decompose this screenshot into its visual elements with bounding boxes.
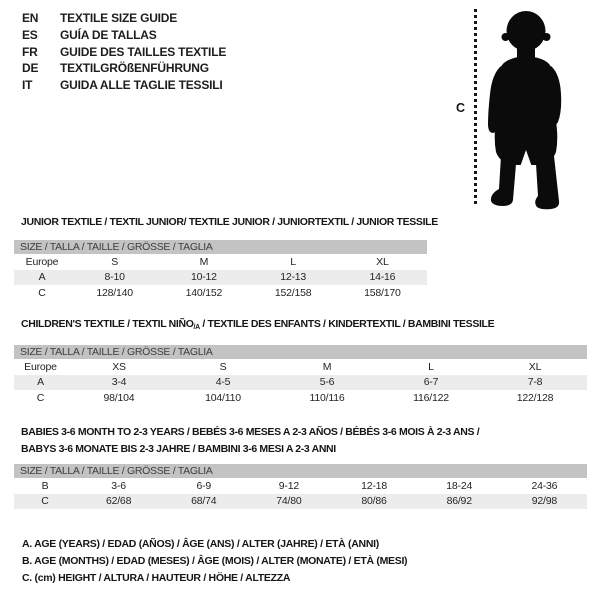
size-cell: 74/80 (246, 494, 331, 510)
size-header-band: SIZE / TALLA / TAILLE / GRÖSSE / TAGLIA (14, 240, 427, 254)
babies-title-line1: BABIES 3-6 MONTH TO 2-3 YEARS / BEBÉS 3-6 MESES A 2-3 AÑOS / BÉBÉS 3-6 MOIS À 2-3 ANS / (21, 426, 480, 438)
footnote-b: B. AGE (MONTHS) / EDAD (MESES) / ÂGE (MOIS) / ALTER (MONATE) / ETÀ (MESI) (22, 555, 408, 568)
size-cell: 8-10 (70, 270, 159, 286)
size-cell: 14-16 (338, 270, 427, 286)
size-cell: 4-5 (171, 375, 275, 391)
table-row (14, 254, 427, 270)
size-cell: 7-8 (483, 375, 587, 391)
size-cell: XL (528, 360, 542, 373)
table-row (14, 285, 427, 301)
size-cell: 62/68 (76, 494, 161, 510)
size-cell: 3-6 (111, 479, 126, 492)
footnote-a: A. AGE (YEARS) / EDAD (AÑOS) / ÂGE (ANS) / ALTER (JAHRE) / ETÀ (ANNI) (22, 538, 379, 550)
size-cell: 12-13 (249, 270, 338, 286)
babies-title-line2: BABYS 3-6 MONATE BIS 2-3 JAHRE / BAMBINI 3-6 MESI A 2-3 ANNI (21, 443, 336, 455)
babies-size-table (14, 464, 587, 509)
size-cell: 140/152 (185, 286, 223, 299)
babies-section-title (21, 424, 479, 458)
size-cell: 122/128 (516, 391, 554, 404)
size-cell: 116/122 (413, 391, 449, 404)
size-cell: 12-18 (361, 479, 387, 492)
baby-silhouette (480, 6, 572, 212)
size-cell: L (290, 255, 296, 268)
language-row-en (22, 10, 226, 27)
size-header-band: SIZE / TALLA / TAILLE / GRÖSSE / TAGLIA (14, 464, 587, 478)
table-row (14, 270, 427, 286)
size-cell: 104/110 (205, 391, 241, 404)
size-cell: 10-12 (159, 270, 248, 286)
language-code: EN (22, 11, 39, 25)
size-cell: XL (376, 255, 389, 268)
row-label-cell: C (38, 286, 46, 299)
row-label-cell: Europe (25, 255, 59, 268)
size-cell: 3-4 (67, 375, 171, 391)
footnotes (22, 536, 407, 588)
language-title: TEXTILE SIZE GUIDE (60, 11, 178, 25)
height-dotted-line (474, 9, 477, 207)
size-cell: L (428, 360, 434, 373)
size-cell: S (219, 360, 227, 373)
size-cell: 18-24 (446, 479, 473, 492)
children-size-table (14, 345, 587, 406)
size-header-band: SIZE / TALLA / TAILLE / GRÖSSE / TAGLIA (14, 345, 587, 359)
row-label-cell: A (14, 270, 70, 286)
row-label-cell: A (14, 375, 67, 391)
language-row-fr (22, 44, 226, 61)
language-title: TEXTILGRÖßENFÜHRUNG (60, 61, 209, 76)
language-row-it (22, 77, 226, 94)
language-code: DE (22, 61, 39, 76)
table-header-row (14, 464, 587, 478)
size-cell: 80/86 (331, 494, 416, 510)
size-cell: S (111, 255, 119, 268)
children-title-text: CHILDREN'S TEXTILE / TEXTIL NIÑO (21, 318, 194, 330)
children-title-text: / TEXTILE DES ENFANTS / KINDERTEXTIL / BAMBINI TESSILE (199, 318, 495, 330)
size-cell: 98/104 (103, 391, 135, 404)
size-cell: 152/158 (274, 286, 312, 299)
table-header-row (14, 345, 587, 359)
language-title: GUIDA ALLE TAGLIE TESSILI (60, 78, 223, 93)
size-cell: XS (112, 360, 126, 373)
children-section-title (21, 318, 494, 331)
table-row (14, 359, 587, 375)
row-label-cell: B (41, 479, 49, 492)
language-code: FR (22, 44, 38, 59)
language-code: ES (22, 27, 38, 42)
size-cell: 9-12 (278, 479, 299, 492)
language-title: GUIDE DES TAILLES TEXTILE (60, 44, 227, 59)
size-cell: 86/92 (417, 494, 502, 510)
table-row (14, 375, 587, 391)
language-row-es (22, 27, 226, 44)
children-title-subscript: /A (193, 324, 200, 331)
size-cell: M (322, 360, 332, 373)
row-label-cell: C (36, 391, 45, 404)
size-cell: 5-6 (275, 375, 379, 391)
size-cell: 158/170 (364, 286, 401, 299)
row-label-cell: C (14, 494, 76, 510)
size-cell: 92/98 (502, 494, 587, 510)
language-code: IT (22, 78, 33, 93)
size-cell: M (199, 255, 209, 268)
language-row-de (22, 60, 226, 77)
size-cell: 6-9 (196, 479, 212, 492)
junior-section-title: JUNIOR TEXTILE / TEXTIL JUNIOR/ TEXTILE JUNIOR / JUNIORTEXTIL / JUNIOR TESSILE (21, 216, 438, 228)
language-title: GUÍA DE TALLAS (60, 27, 157, 42)
table-row (14, 390, 587, 406)
language-list (22, 10, 226, 94)
table-row (14, 494, 587, 510)
footnote-c: C. (cm) HEIGHT / ALTURA / HAUTEUR / HÖHE / ALTEZZA (22, 572, 291, 585)
size-cell: 128/140 (96, 286, 133, 299)
height-measure-label: C (456, 101, 466, 115)
size-cell: 110/116 (309, 391, 345, 404)
junior-size-table (14, 240, 427, 301)
table-header-row (14, 240, 427, 254)
size-cell: 6-7 (379, 375, 483, 391)
size-cell: 68/74 (161, 494, 246, 510)
table-row (14, 478, 587, 494)
size-cell: 24-36 (531, 479, 558, 492)
row-label-cell: Europe (24, 360, 57, 373)
